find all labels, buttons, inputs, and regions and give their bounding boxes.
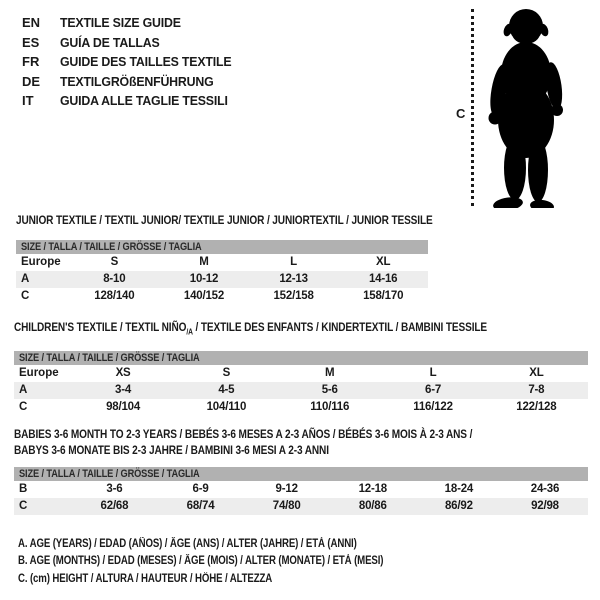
title-part: / TEXTILE DES ENFANTS / KINDERTEXTIL / BAMBINI TESSILE [192, 320, 488, 334]
lang-row-en [22, 13, 240, 33]
size-cell: 98/104 [106, 401, 141, 414]
lang-code: IT [22, 93, 34, 108]
size-cell: XL [376, 256, 391, 268]
size-cell: 158/170 [363, 290, 404, 302]
size-cell: M [199, 256, 209, 268]
lang-title: TEXTILE SIZE GUIDE [60, 15, 181, 30]
table-row-age [14, 382, 588, 399]
size-header-bar [14, 351, 588, 365]
height-measure-line [471, 9, 474, 206]
section-junior [16, 213, 433, 305]
section-title-line1: BABIES 3-6 MONTH TO 2-3 YEARS / BEBÉS 3-6 MESES A 2-3 AÑOS / BÉBÉS 3-6 MOIS À 2-3 ANS / [14, 427, 473, 441]
size-header-label: SIZE / TALLA / TAILLE / GRÖSSE / TAGLIA [19, 352, 200, 365]
size-cell: 74/80 [272, 500, 301, 512]
section-title [16, 213, 433, 227]
size-cell: 92/98 [531, 500, 559, 512]
size-header-bar [16, 240, 428, 254]
lang-title: TEXTILGRÖßENFÜHRUNG [60, 73, 214, 89]
row-label: B [19, 483, 28, 495]
lang-code: EN [22, 15, 41, 30]
footnote-age-years [18, 536, 453, 553]
size-cell: 62/68 [100, 500, 129, 512]
size-cell: 4-5 [218, 384, 235, 397]
lang-code: DE [22, 73, 41, 89]
section-children [14, 320, 588, 416]
size-cell: XL [529, 367, 544, 380]
footnote-age-months [18, 553, 453, 570]
size-cell: 12-18 [358, 483, 387, 495]
size-cell: 10-12 [189, 273, 219, 285]
row-label: C [19, 401, 28, 414]
size-header-label: SIZE / TALLA / TAILLE / GRÖSSE / TAGLIA [19, 468, 200, 480]
table-row-age [16, 271, 428, 288]
section-title-text: JUNIOR TEXTILE / TEXTIL JUNIOR/ TEXTILE JUNIOR / JUNIORTEXTIL / JUNIOR TESSILE [16, 213, 433, 227]
size-cell: 24-36 [530, 483, 560, 495]
lang-row-es [22, 33, 240, 53]
lang-code: ES [22, 34, 40, 50]
baby-silhouette-icon [484, 8, 568, 208]
size-cell: 12-13 [279, 273, 308, 285]
size-cell: S [222, 367, 231, 380]
lang-code: FR [22, 54, 40, 69]
language-title-list [22, 13, 240, 111]
size-cell: 86/92 [444, 500, 473, 512]
size-cell: 5-6 [321, 384, 338, 397]
row-label: A [21, 273, 30, 285]
size-cell: M [325, 367, 335, 380]
size-cell: 128/140 [94, 290, 135, 302]
table-row-europe [14, 365, 588, 382]
lang-title: GUIDA ALLE TAGLIE TESSILI [60, 93, 228, 108]
babies-size-table [14, 467, 588, 515]
table-row-height [16, 288, 428, 305]
size-cell: 18-24 [444, 483, 474, 495]
section-babies [14, 426, 588, 515]
size-cell: 80/86 [358, 500, 387, 512]
row-label: Europe [19, 367, 59, 380]
section-title [14, 320, 588, 339]
row-label: A [19, 384, 28, 397]
row-label: Europe [21, 256, 61, 268]
size-header-label: SIZE / TALLA / TAILLE / GRÖSSE / TAGLIA [21, 241, 202, 253]
title-part: CHILDREN'S TEXTILE / TEXTIL NIÑO [14, 320, 187, 334]
size-cell: 116/122 [413, 401, 453, 414]
table-row-height [14, 498, 588, 515]
lang-row-de [22, 72, 240, 92]
row-label: C [19, 500, 28, 512]
size-cell: XS [115, 367, 131, 380]
size-cell: 140/152 [183, 290, 225, 302]
size-cell: 7-8 [528, 384, 545, 397]
size-cell: L [290, 256, 297, 268]
size-header-bar [14, 467, 588, 481]
footnote-text: A. AGE (YEARS) / EDAD (AÑOS) / ÂGE (ANS) / ALTER (JAHRE) / ETÀ (ANNI) [18, 538, 357, 550]
height-measure-label: C [456, 106, 466, 121]
size-cell: 6-9 [192, 483, 209, 495]
size-cell: 9-12 [275, 483, 298, 495]
lang-title: GUIDE DES TAILLES TEXTILE [60, 54, 232, 69]
footnote-height-cm [18, 571, 453, 588]
section-title [14, 426, 588, 458]
size-cell: 3-6 [106, 483, 123, 495]
size-cell: 104/110 [206, 401, 247, 414]
size-cell: 122/128 [516, 401, 557, 414]
size-cell: L [429, 367, 437, 380]
size-cell: 8-10 [103, 273, 126, 285]
footnote-list [18, 536, 453, 588]
size-cell: 3-4 [115, 384, 132, 397]
size-cell: 110/116 [310, 401, 350, 414]
footnote-text: C. (cm) HEIGHT / ALTURA / HAUTEUR / HÖHE / ALTEZZA [18, 572, 273, 585]
size-cell: 152/158 [273, 290, 314, 302]
title-subscript: /A [186, 327, 193, 337]
size-cell: 68/74 [186, 500, 215, 512]
size-cell: S [110, 256, 119, 268]
lang-row-it [22, 91, 240, 111]
table-row-months [14, 481, 588, 498]
junior-size-table [16, 240, 428, 305]
size-cell: 6-7 [425, 384, 442, 397]
lang-row-fr [22, 52, 240, 72]
table-row-height [14, 399, 588, 416]
table-row-europe [16, 254, 428, 271]
children-size-table [14, 351, 588, 416]
footnote-text: B. AGE (MONTHS) / EDAD (MESES) / ÂGE (MOIS) / ALTER (MONATE) / ETÀ (MESI) [18, 555, 384, 568]
size-cell: 14-16 [368, 273, 398, 285]
section-title-line2: BABYS 3-6 MONATE BIS 2-3 JAHRE / BAMBINI 3-6 MESI A 2-3 ANNI [14, 443, 329, 457]
section-title-text [14, 320, 487, 339]
row-label: C [21, 290, 30, 302]
lang-title: GUÍA DE TALLAS [60, 34, 160, 50]
